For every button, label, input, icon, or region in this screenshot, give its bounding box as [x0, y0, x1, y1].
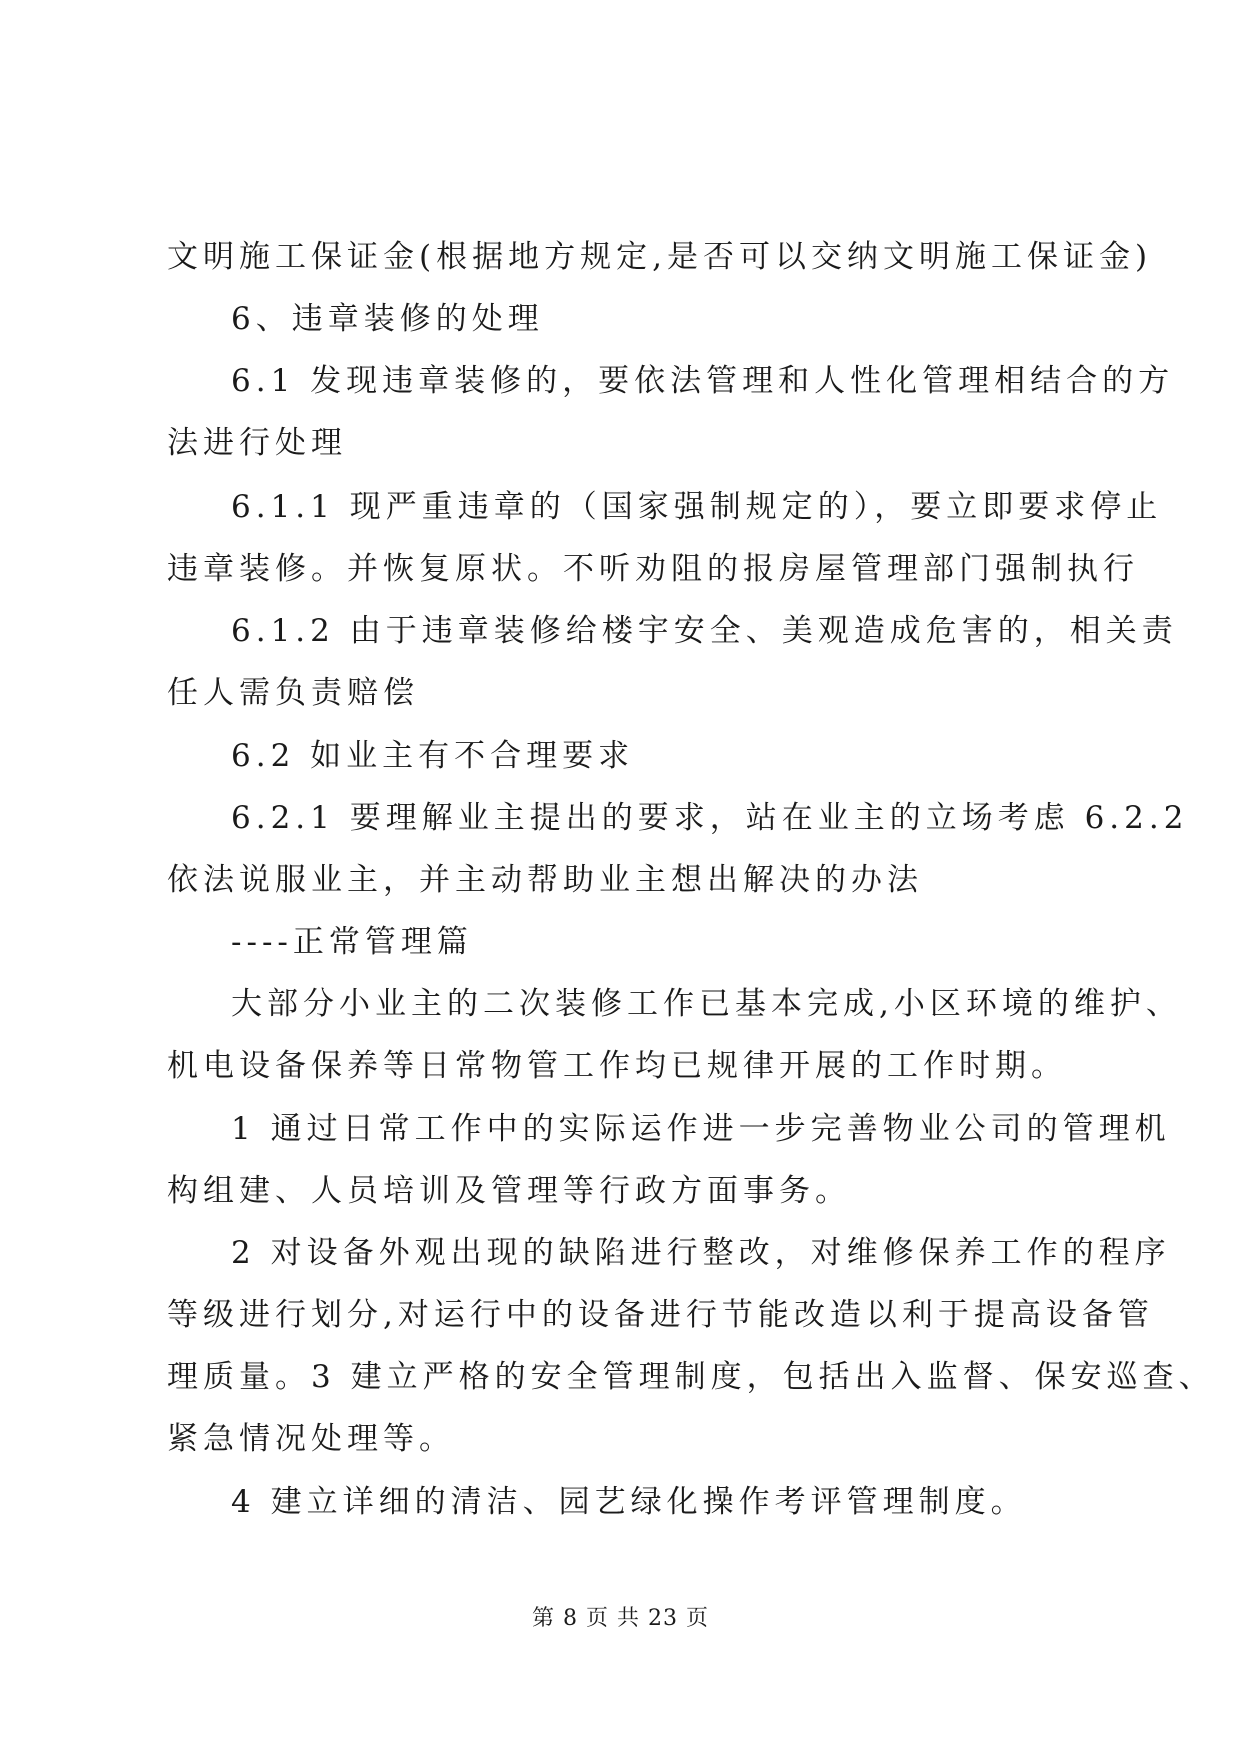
text-line: 6.1.1 现严重违章的（国家强制规定的），要立即要求停止 — [231, 489, 1163, 525]
text-line: 理质量。3 建立严格的安全管理制度，包括出入监督、保安巡查、 — [167, 1359, 1215, 1395]
text-line: 法进行处理 — [167, 425, 347, 461]
text-line: 6.2.1 要理解业主提出的要求，站在业主的立场考虑 6.2.2 — [231, 800, 1189, 836]
text-line: 4 建立详细的清洁、园艺绿化操作考评管理制度。 — [231, 1484, 1027, 1520]
text-line: 6.1.2 由于违章装修给楼宇安全、美观造成危害的，相关责 — [231, 613, 1178, 649]
text-line: 违章装修。并恢复原状。不听劝阻的报房屋管理部门强制执行 — [167, 551, 1139, 587]
text-line: 1 通过日常工作中的实际运作进一步完善物业公司的管理机 — [231, 1111, 1171, 1147]
text-line: 紧急情况处理等。 — [167, 1421, 455, 1457]
text-line: 构组建、人员培训及管理等行政方面事务。 — [167, 1173, 851, 1209]
text-line: 大部分小业主的二次装修工作已基本完成,小区环境的维护、 — [231, 986, 1182, 1022]
text-line: 依法说服业主，并主动帮助业主想出解决的办法 — [167, 862, 923, 898]
section-heading: 6、违章装修的处理 — [231, 301, 544, 337]
section-heading: ----正常管理篇 — [231, 924, 473, 960]
text-line: 6.1 发现违章装修的，要依法管理和人性化管理相结合的方 — [231, 363, 1175, 399]
page-number-footer: 第 8 页 共 23 页 — [532, 1606, 709, 1631]
text-line: 机电设备保养等日常物管工作均已规律开展的工作时期。 — [167, 1048, 1067, 1084]
text-line: 等级进行划分,对运行中的设备进行节能改造以利于提高设备管 — [167, 1297, 1154, 1333]
text-line: 文明施工保证金(根据地方规定,是否可以交纳文明施工保证金) — [167, 239, 1153, 275]
text-line: 任人需负责赔偿 — [167, 675, 419, 711]
text-line: 6.2 如业主有不合理要求 — [231, 738, 635, 774]
text-line: 2 对设备外观出现的缺陷进行整改，对维修保养工作的程序 — [231, 1235, 1171, 1271]
